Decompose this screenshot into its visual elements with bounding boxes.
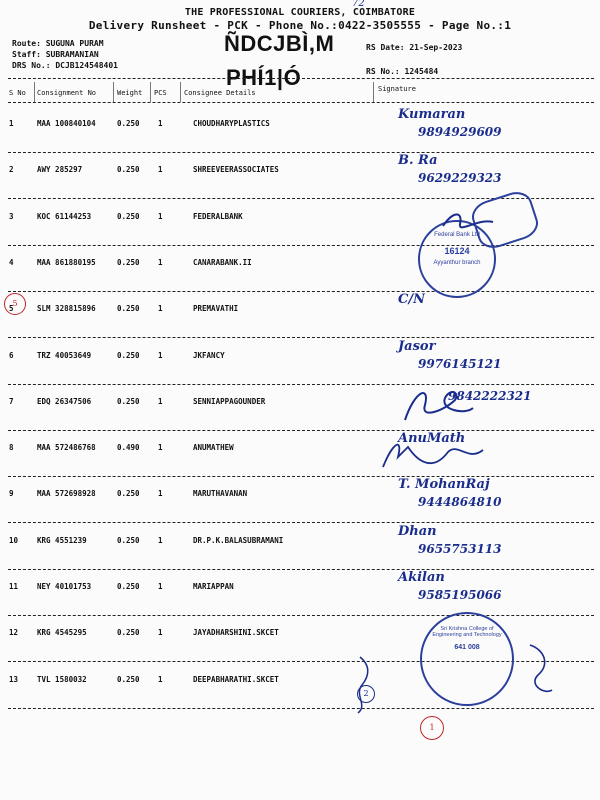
row-divider	[8, 384, 594, 385]
row-consignee: MARUTHAVANAN	[193, 489, 248, 498]
row-sno: 10	[9, 536, 19, 545]
row-signature-phone: 9655753113	[418, 542, 502, 556]
row-pcs: 1	[158, 675, 163, 684]
row-weight: 0.490	[117, 443, 140, 452]
row-consignee: CHOUDHARYPLASTICS	[193, 119, 270, 128]
college-seal-ring-text: Sri Krishna College of Engineering and Technology	[432, 626, 502, 638]
barcode-text-line-1: ÑDCJBÌ,M	[224, 31, 335, 56]
row-signature-phone: 9842222321	[448, 389, 532, 403]
row-consignee: JKFANCY	[193, 351, 225, 360]
signature-scribble-row-13	[520, 640, 560, 700]
row-consignee: SHREEVEERASSOCIATES	[193, 165, 279, 174]
drs-number: DRS No.: DCJB124548401	[12, 61, 118, 70]
col-header-weight: Weight	[117, 89, 143, 97]
row-pcs: 1	[158, 582, 163, 591]
row-weight: 0.250	[117, 489, 140, 498]
row-pcs: 1	[158, 119, 163, 128]
row-signature: C/N	[398, 292, 425, 307]
row-consignee: ANUMATHEW	[193, 443, 234, 452]
top-handwritten-mark: 72	[352, 0, 365, 9]
signature-scribble-row-8	[378, 432, 488, 477]
row-consignment-no: TVL 1580032	[37, 675, 87, 684]
row-weight: 0.250	[117, 675, 140, 684]
rs-date: RS Date: 21-Sep-2023	[366, 43, 463, 52]
row-consignment-no: KRG 4551239	[37, 536, 87, 545]
row-weight: 0.250	[117, 304, 140, 313]
row-weight: 0.250	[117, 582, 140, 591]
staff-label: Staff: SUBRAMANIAN	[12, 50, 99, 59]
row-pcs: 1	[158, 212, 163, 221]
row-consignee: MARIAPPAN	[193, 582, 234, 591]
row-consignment-no: EDQ 26347506	[37, 397, 92, 406]
bank-seal-ring-text: Federal Bank Ltd	[434, 232, 480, 238]
row-signature: T. MohanRaj	[398, 477, 490, 492]
row-consignee: CANARABANK.II	[193, 258, 252, 267]
bracket-scribble	[340, 655, 380, 715]
row-divider	[8, 708, 594, 709]
row-sno: 9	[9, 489, 14, 498]
rs-number: RS No.: 1245484	[366, 67, 439, 76]
col-header-signature: Signature	[378, 85, 416, 93]
row-pcs: 1	[158, 351, 163, 360]
row-signature-phone: 9585195066	[418, 588, 502, 602]
row-sno: 8	[9, 443, 14, 452]
row-divider	[8, 522, 594, 523]
row-signature-phone: 9894929609	[418, 125, 502, 139]
row-signature: Kumaran	[398, 107, 466, 122]
row-sno: 5	[9, 304, 14, 313]
row-consignment-no: MAA 572486768	[37, 443, 96, 452]
row-divider	[8, 245, 594, 246]
row-sno: 6	[9, 351, 14, 360]
row-consignee: SENNIAPPAGOUNDER	[193, 397, 266, 406]
company-title: THE PROFESSIONAL COURIERS, COIMBATORE	[184, 7, 416, 18]
col-sep-3	[150, 82, 151, 102]
row-consignment-no: MAA 100840104	[37, 119, 96, 128]
row-signature-phone: 9629229323	[418, 171, 502, 185]
row-pcs: 1	[158, 628, 163, 637]
row-sno: 13	[9, 675, 19, 684]
row-weight: 0.250	[117, 258, 140, 267]
row-signature: AnuMath	[398, 431, 466, 446]
col-header-consignment: Consignment No	[37, 89, 97, 97]
row-divider	[8, 291, 594, 292]
row-signature: Dhan	[398, 524, 437, 539]
row-pcs: 1	[158, 397, 163, 406]
row-consignee: JAYADHARSHINI.SKCET	[193, 628, 279, 637]
row-weight: 0.250	[117, 628, 140, 637]
row-sno: 3	[9, 212, 14, 221]
col-sep-1	[34, 82, 35, 102]
route-label: Route: SUGUNA PURAM	[12, 39, 104, 48]
col-header-pcs: PCS	[154, 89, 167, 97]
row-weight: 0.250	[117, 536, 140, 545]
row-weight: 0.250	[117, 397, 140, 406]
row-consignment-no: MAA 861880195	[37, 258, 96, 267]
row-signature: B. Ra	[398, 153, 438, 168]
runsheet-subtitle: Delivery Runsheet - PCK - Phone No.:0422-3505555 - Page No.:1	[88, 19, 512, 32]
row-consignment-no: KOC 61144253	[37, 212, 92, 221]
circled-mark-row-5-text: 5	[12, 299, 18, 308]
row-pcs: 1	[158, 304, 163, 313]
row-consignment-no: SLM 328815896	[37, 304, 96, 313]
row-signature: Akilan	[398, 570, 445, 585]
row-pcs: 1	[158, 489, 163, 498]
col-sep-4	[180, 82, 181, 102]
row-signature-phone: 9444864810	[418, 495, 502, 509]
row-consignment-no: AWY 285297	[37, 165, 83, 174]
header-divider	[8, 78, 594, 79]
college-seal-stamp	[420, 612, 514, 706]
circled-mark-row-5	[4, 293, 26, 315]
row-sno: 4	[9, 258, 14, 267]
row-divider	[8, 152, 594, 153]
row-divider	[8, 337, 594, 338]
signature-scribble-row-3	[438, 206, 498, 236]
col-header-consignee: Consignee Details	[184, 89, 256, 97]
col-sep-2	[113, 82, 114, 102]
college-seal-center-text: 641 008	[454, 644, 480, 651]
col-header-sno: S No	[9, 89, 26, 97]
row-signature: Jasor	[398, 339, 436, 354]
row-consignee: PREMAVATHI	[193, 304, 239, 313]
row-consignment-no: NEY 40101753	[37, 582, 92, 591]
row-sno: 11	[9, 582, 19, 591]
row-consignment-no: KRG 4545295	[37, 628, 87, 637]
row-pcs: 1	[158, 536, 163, 545]
bank-seal-number: 16124	[444, 246, 470, 256]
circled-mark-bottom	[420, 716, 444, 740]
circled-mark-bottom-text: 1	[429, 723, 435, 732]
row-divider	[8, 430, 594, 431]
row-pcs: 1	[158, 443, 163, 452]
row-pcs: 1	[158, 165, 163, 174]
row-weight: 0.250	[117, 212, 140, 221]
row-weight: 0.250	[117, 119, 140, 128]
row-pcs: 1	[158, 258, 163, 267]
row-consignee: FEDERALBANK	[193, 212, 243, 221]
row-sno: 2	[9, 165, 14, 174]
signature-scribble-row-7	[395, 380, 475, 430]
row-consignee: DEEPABHARATHI.SKCET	[193, 675, 279, 684]
barcode-text-line-2: PHÍ1|Ó	[226, 65, 302, 90]
col-sep-5	[373, 82, 374, 102]
bank-seal-branch: Ayyanthur branch	[433, 260, 481, 266]
row-weight: 0.250	[117, 351, 140, 360]
row-sno: 12	[9, 628, 19, 637]
circled-mark-2-text: 2	[363, 689, 369, 698]
row-consignment-no: MAA 572698928	[37, 489, 96, 498]
row-divider	[8, 569, 594, 570]
row-sno: 1	[9, 119, 14, 128]
row-signature-phone: 9976145121	[418, 357, 502, 371]
row-consignee: DR.P.K.BALASUBRAMANI	[193, 536, 284, 545]
row-sno: 7	[9, 397, 14, 406]
row-divider	[8, 476, 594, 477]
row-consignment-no: TRZ 40053649	[37, 351, 92, 360]
column-header-divider	[8, 102, 594, 103]
row-weight: 0.250	[117, 165, 140, 174]
